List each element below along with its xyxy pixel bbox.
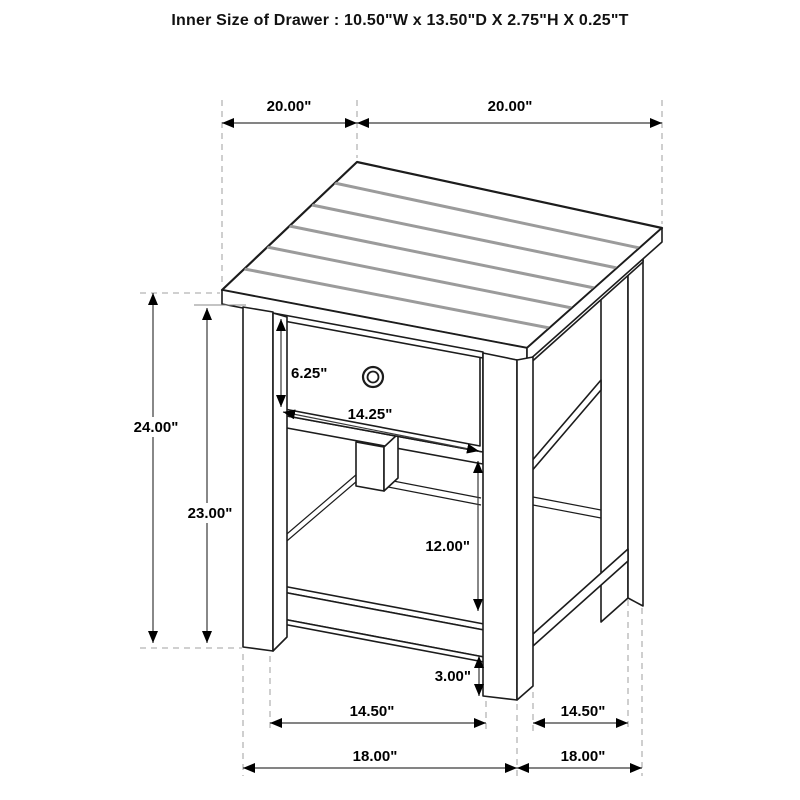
side-diagonal-brace	[524, 380, 601, 480]
dim-label-top-left: 20.00"	[266, 98, 312, 115]
dim-label-under-top-height: 23.00"	[187, 505, 233, 522]
front-left-leg-face	[243, 307, 273, 651]
dim-label-side-inner-depth: 14.50"	[560, 703, 606, 720]
back-panel-rail-line	[533, 497, 601, 510]
front-left-leg-side	[273, 313, 287, 651]
dim-label-top-right: 20.00"	[487, 98, 533, 115]
dim-label-leg-bottom: 3.00"	[434, 668, 471, 685]
dim-label-side-outer-depth: 18.00"	[560, 748, 606, 765]
dim-label-drawer-height: 6.25"	[291, 365, 328, 382]
dim-label-drawer-width: 14.25"	[347, 406, 393, 423]
dim-label-overall-height: 24.00"	[133, 419, 179, 436]
back-right-leg-outer-face	[628, 260, 643, 606]
dim-label-front-outer-width: 18.00"	[352, 748, 398, 765]
center-divider-front	[356, 442, 384, 491]
back-panel-rail-line	[533, 505, 601, 518]
lower-shelf	[272, 584, 484, 662]
front-right-leg-face	[483, 353, 517, 700]
drawer-inner-size-title: Inner Size of Drawer : 10.50"W x 13.50"D X 2.75"H X 0.25"T	[171, 12, 629, 29]
dim-label-shelf-clearance: 12.00"	[425, 538, 470, 555]
dim-label-front-inner-width: 14.50"	[349, 703, 395, 720]
front-right-leg-side	[517, 357, 533, 700]
